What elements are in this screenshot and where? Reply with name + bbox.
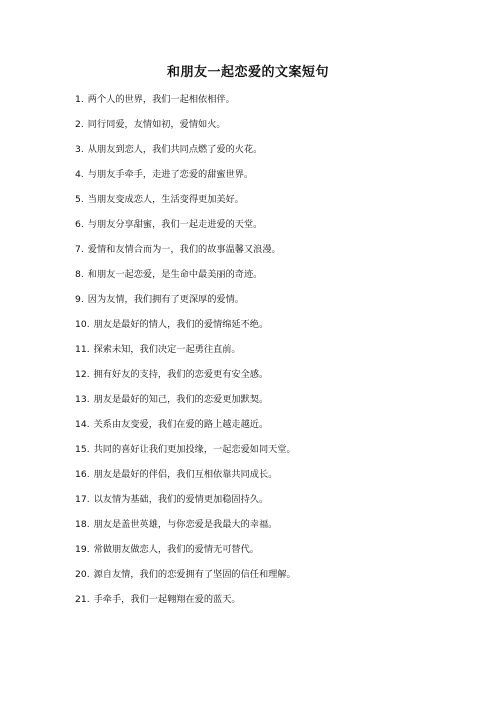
list-item-text: 朋友是盖世英雄，与你恋爱是我最大的幸福。 [93, 519, 278, 530]
list-item [75, 93, 296, 118]
document-title: 和朋友一起恋爱的文案短句 [166, 65, 329, 80]
list-item-number: 19. [75, 544, 90, 555]
list-item-text: 朋友是最好的知己，我们的恋爱更加默契。 [93, 394, 269, 405]
list-item-text: 同行同爱，友情如初，爱情如火。 [87, 119, 226, 130]
list-item-number: 5. [75, 194, 84, 205]
list-item-number: 3. [75, 144, 84, 155]
list-item [75, 568, 296, 593]
list-item [75, 143, 296, 168]
list-item-text: 拥有好友的支持，我们的恋爱更有安全感。 [93, 369, 269, 380]
list-item-text: 和朋友一起恋爱，是生命中最美丽的奇迹。 [87, 269, 263, 280]
list-item-number: 14. [75, 419, 90, 430]
list-item-text: 与朋友手牵手，走进了恋爱的甜蜜世界。 [87, 169, 254, 180]
list-item [75, 468, 296, 493]
list-item [75, 543, 296, 568]
list-item-text: 手牵手，我们一起翱翔在爱的蓝天。 [93, 594, 241, 605]
list-item-text: 朋友是最好的情人，我们的爱情绵延不绝。 [93, 319, 269, 330]
list-item [75, 393, 296, 418]
phrase-list [75, 93, 296, 618]
list-item-number: 18. [75, 519, 90, 530]
list-item [75, 518, 296, 543]
list-item-number: 11. [75, 344, 90, 355]
list-item-number: 1. [75, 94, 84, 105]
list-item-number: 8. [75, 269, 84, 280]
list-item [75, 418, 296, 443]
list-item-number: 16. [75, 469, 90, 480]
list-item [75, 193, 296, 218]
list-item-number: 20. [75, 569, 90, 580]
list-item [75, 593, 296, 618]
list-item [75, 368, 296, 393]
list-item-text: 爱情和友情合而为一，我们的故事温馨又浪漫。 [87, 244, 281, 255]
list-item-text: 源自友情，我们的恋爱拥有了坚固的信任和理解。 [93, 569, 296, 580]
list-item-number: 7. [75, 244, 84, 255]
list-item-number: 13. [75, 394, 90, 405]
list-item-number: 15. [75, 444, 90, 455]
list-item [75, 343, 296, 368]
list-item-text: 探索未知，我们决定一起勇往直前。 [93, 344, 241, 355]
list-item-number: 12. [75, 369, 90, 380]
list-item-text: 共同的喜好让我们更加投缘，一起恋爱如同天堂。 [93, 444, 296, 455]
list-item [75, 268, 296, 293]
list-item-text: 朋友是最好的伴侣，我们互相依靠共同成长。 [93, 469, 278, 480]
list-item [75, 218, 296, 243]
list-item-text: 与朋友分享甜蜜，我们一起走进爱的天堂。 [87, 219, 263, 230]
list-item-text: 当朋友变成恋人，生活变得更加美好。 [87, 194, 244, 205]
list-item-text: 以友情为基础，我们的爱情更加稳固持久。 [93, 494, 269, 505]
list-item-number: 10. [75, 319, 90, 330]
list-item-text: 从朋友到恋人，我们共同点燃了爱的火花。 [87, 144, 263, 155]
list-item-number: 6. [75, 219, 84, 230]
list-item-text: 常做朋友做恋人，我们的爱情无可替代。 [93, 544, 259, 555]
list-item-number: 9. [75, 294, 84, 305]
list-item [75, 318, 296, 343]
list-item [75, 168, 296, 193]
list-item [75, 243, 296, 268]
list-item-text: 两个人的世界，我们一起相依相伴。 [87, 94, 235, 105]
list-item [75, 493, 296, 518]
list-item-number: 2. [75, 119, 84, 130]
list-item-text: 因为友情，我们拥有了更深厚的爱情。 [87, 294, 244, 305]
list-item-number: 17. [75, 494, 90, 505]
list-item [75, 293, 296, 318]
list-item-text: 关系由友变爱，我们在爱的路上越走越近。 [93, 419, 269, 430]
list-item [75, 443, 296, 468]
list-item-number: 4. [75, 169, 84, 180]
list-item-number: 21. [75, 594, 90, 605]
list-item [75, 118, 296, 143]
